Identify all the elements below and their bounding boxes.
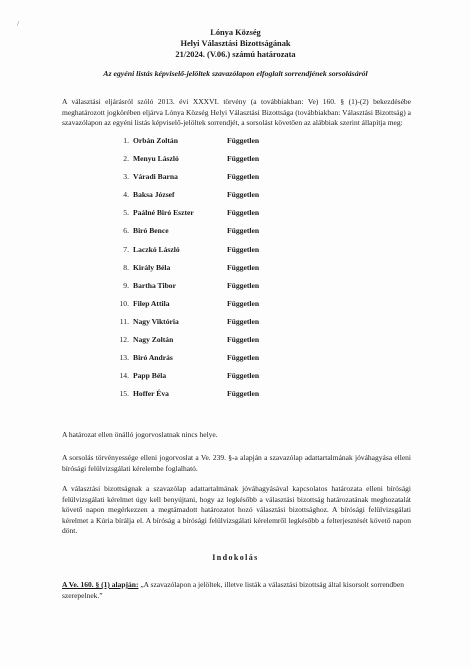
candidate-name: Laczkó László	[133, 244, 180, 254]
candidate-status: Független	[227, 172, 260, 182]
candidate-number: 6.	[123, 226, 129, 236]
candidate-name: Váradi Barna	[133, 172, 178, 182]
candidate-number: 4.	[123, 190, 129, 200]
candidate-row	[114, 190, 314, 208]
remedy-paragraph: A határozat ellen önálló jogorvoslatnak nincs helye.	[62, 430, 218, 439]
candidate-number: 14.	[119, 371, 129, 381]
candidate-name: Papp Béla	[133, 371, 167, 381]
candidate-status: Független	[227, 154, 260, 164]
candidate-row	[114, 208, 314, 226]
candidate-number: 11.	[119, 316, 129, 326]
candidate-status: Független	[227, 371, 260, 381]
candidate-name: Biró András	[133, 353, 173, 363]
candidate-row	[114, 172, 314, 190]
candidate-row	[114, 317, 314, 335]
candidate-status: Független	[227, 208, 260, 218]
legal-remedy-paragraph: A sorsolás törvényessége elleni jogorvoslat a Ve. 239. §-a alapján a szavazólap adattartalmának jóváhagyása elleni bírósági felülvizsgálati kérelembe foglalható.	[62, 453, 411, 473]
candidate-number: 2.	[123, 154, 129, 164]
candidate-name: Menyu László	[133, 154, 179, 164]
resolution-subject: Az egyéni listás képviselő-jelöltek szavazólapon elfoglalt sorrendjének sorsolásáról	[103, 69, 368, 78]
candidate-number: 10.	[119, 298, 129, 308]
candidate-name: Nagy Viktória	[133, 316, 179, 326]
judicial-review-paragraph: A választási bizottságnak a szavazólap adattartalmának jóváhagyásával kapcsolatos határozata elleni bírósági felülvizsgálati kérelmet úgy kell benyújtani, hogy az legkésőbb a választási bizottság határozatának meghozatalát követő napon megérkezzen a megtámadott határozatot hozó választási bizottsághoz. A bírósági felülvizsgálati kérelmet a Kúria bírálja el. A bíróság a bírósági felülvizsgálati kérelemről legkésőbb a felterjesztését követő napon dönt.	[62, 484, 411, 536]
candidate-number: 13.	[119, 353, 129, 363]
candidate-number: 9.	[123, 280, 129, 290]
candidate-row	[114, 136, 314, 154]
reasons-heading: Indokolás	[212, 553, 259, 562]
candidate-status: Független	[227, 389, 260, 399]
candidate-name: Nagy Zoltán	[133, 335, 174, 345]
candidate-number: 8.	[123, 262, 129, 272]
candidate-name: Bartha Tibor	[133, 280, 176, 290]
corner-mark: /	[17, 20, 19, 28]
candidate-row	[114, 353, 314, 371]
candidate-name: Orbán Zoltán	[133, 136, 178, 145]
candidate-status: Független	[227, 244, 260, 254]
legal-reference: A Ve. 160. § (1) alapján:	[62, 580, 139, 589]
candidate-name: Filep Attila	[133, 298, 170, 308]
candidate-number: 15.	[119, 389, 129, 399]
candidate-name: Paálné Biró Eszter	[133, 208, 194, 218]
legal-quote	[62, 580, 411, 601]
candidate-row	[114, 299, 314, 317]
candidate-number: 5.	[123, 208, 129, 218]
candidate-row	[114, 154, 314, 172]
candidate-status: Független	[227, 136, 260, 145]
candidate-name: Hoffer Éva	[133, 389, 169, 399]
committee-name: Helyi Választási Bizottságának	[180, 39, 291, 48]
candidate-row	[114, 245, 314, 263]
candidate-name: Király Béla	[133, 262, 171, 272]
candidate-name: Biró Bence	[133, 226, 169, 236]
candidate-list	[114, 136, 314, 407]
candidate-status: Független	[227, 226, 260, 236]
candidate-number: 1.	[123, 136, 129, 145]
municipality-name: Lónya Község	[210, 28, 261, 37]
candidate-status: Független	[227, 298, 260, 308]
candidate-number: 12.	[119, 335, 129, 345]
candidate-row	[114, 389, 314, 407]
candidate-number: 3.	[123, 172, 129, 182]
candidate-status: Független	[227, 353, 260, 363]
intro-paragraph: A választási eljárásról szóló 2013. évi XXXVI. törvény (a továbbiakban: Ve) 160. § (1)-(2) bekezdésébe meghatározott jogkörében eljárva Lónya Község Helyi Választási Bizottsága (továbbiakban: Választási Bizottság) a szavazólapon az egyéni listás képviselő-jelöltek sorrendjét, a sorsolást követően az alábbiak szerint állapítja meg:	[62, 97, 411, 128]
candidate-name: Baksa József	[133, 190, 175, 200]
candidate-status: Független	[227, 335, 260, 345]
quote-text: „A szavazólapon a jelöltek, illetve listák a választási bizottság által kisorsolt sorrendben szerepelnek.”	[62, 580, 405, 600]
candidate-status: Független	[227, 316, 260, 326]
candidate-row	[114, 263, 314, 281]
candidate-row	[114, 371, 314, 389]
candidate-number: 7.	[123, 244, 129, 254]
candidate-row	[114, 226, 314, 244]
candidate-status: Független	[227, 190, 260, 200]
candidate-row	[114, 281, 314, 299]
resolution-number: 21/2024. (V.06.) számú határozata	[175, 50, 296, 59]
candidate-row	[114, 335, 314, 353]
candidate-status: Független	[227, 262, 260, 272]
candidate-status: Független	[227, 280, 260, 290]
